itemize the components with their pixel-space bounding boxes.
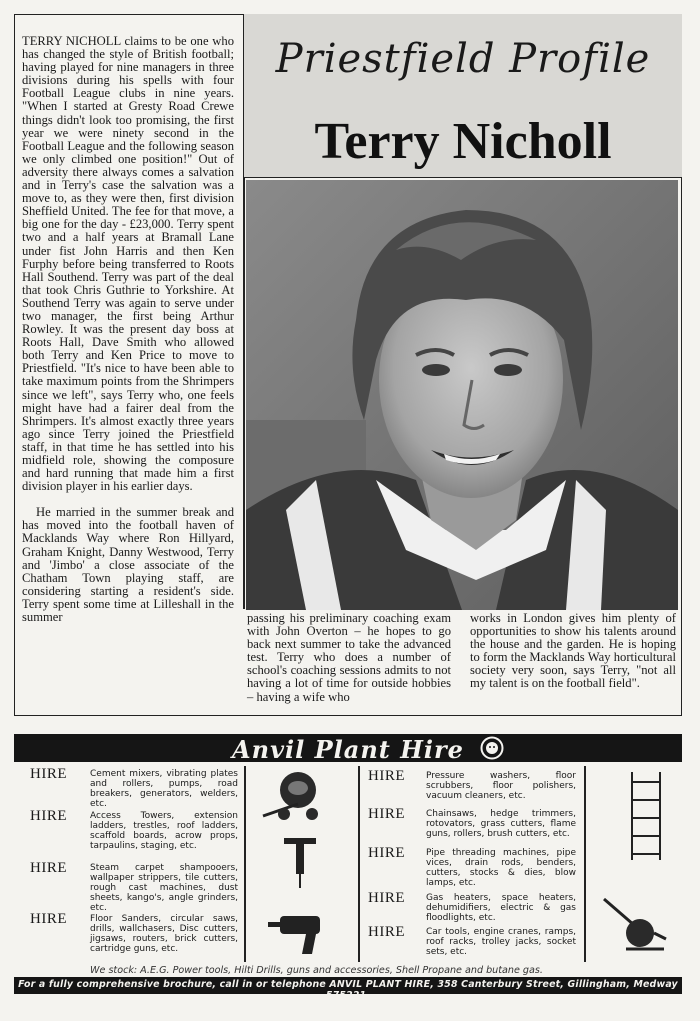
hire-label: HIRE [368, 924, 405, 940]
advert-divider [244, 766, 246, 962]
hire-item-description: Steam carpet shampooers, wallpaper strippers, tile cutters, rough cast machines, dust sheets, kango's, angle grinders, etc. [90, 863, 238, 913]
player-name-title: Terry Nicholl [314, 113, 612, 170]
advert-footer-text: For a fully comprehensive brochure, call in or telephone ANVIL PLANT HIRE, 358 Canterbury Street, Gillingham, Medway 575221. [18, 979, 678, 1001]
advert-title-bar [14, 734, 682, 762]
hire-label: HIRE [368, 806, 405, 822]
advert-divider [584, 766, 586, 962]
hire-label: HIRE [368, 768, 405, 784]
advert-footer-bar [14, 977, 682, 1001]
hire-item-description: Floor Sanders, circular saws, drills, wallchasers, Disc cutters, jigsaws, routers, brick cutters, cartridge guns, etc. [90, 914, 238, 954]
profile-header [244, 14, 682, 178]
ladder-icon [626, 770, 666, 862]
advert-divider [358, 766, 360, 962]
stock-line: We stock: A.E.G. Power tools, Hilti Drills, guns and accessories, Shell Propane and butane gas. [90, 965, 543, 976]
hire-item-description: Pipe threading machines, pipe vices, drain rods, benders, cutters, stocks & dies, blow lamps, etc. [426, 848, 576, 888]
section-title: Priestfield Profile [275, 36, 651, 82]
article-column-1 [22, 35, 234, 624]
hire-item-description: Cement mixers, vibrating plates and rollers, pumps, road breakers, generators, welders, etc. [90, 769, 238, 809]
article-paragraph: passing his preliminary coaching exam with John Overton – he hopes to go back next summer to take the advanced test. Terry who does a number of school's coaching sessions admits to not having a lot of time for outside hobbies – having a wife who [247, 611, 451, 704]
road-breaker-icon [280, 834, 320, 890]
power-drill-icon [266, 908, 330, 956]
article-paragraph: TERRY NICHOLL claims to be one who has changed the style of British football; having played for nine managers in three divisions during his spells with four Football League clubs in nine years. "When I started at Gresty Road Crewe things didn't look too promising, the first year we were ninety second in the Football League and the following season we only climbed one position!" Out of adversity there always comes a salvation and in Terry's case the salvation was a move to, as they were then, first division Sheffield United. The fee for that move, a big one for the day - £23,000. Terry spent two and a half years at Bramall Lane under fist John Harris and then Ken Furphy before being transferred to Roots Hall Southend. Terry was part of the deal that took Chris Guthrie to Yorkshire. At Southend Terry was again to serve under two manager, the first being Arthur Rowley. It was the present day boss at Roots Hall, Dave Smith who allowed both Terry and Ken Price to move to Priestfield. "It's nice to have been able to take maximum points from the Shrimpers since we left", says Terry who, one feels might have had a fairer deal from the Shrimpers. It's almost exactly three years ago since Terry joined the Priestfield staff, in that time he has settled into his midfield role, showing the composure and hard running that made him a first division player in his earlier days. [22, 34, 234, 494]
hire-item-description: Chainsaws, hedge trimmers, rotovators, grass cutters, flame guns, rollers, brush cutters, etc. [426, 809, 576, 839]
article-column-2 [247, 612, 451, 704]
hire-item-description: Access Towers, extension ladders, trestles, roof ladders, scaffold boards, acrow props, tarpaulins, staging, etc. [90, 811, 238, 851]
hire-label: HIRE [30, 911, 67, 927]
cement-mixer-icon [258, 768, 328, 824]
hire-item-description: Gas heaters, space heaters, dehumidifiers, electric & gas floodlights, etc. [426, 893, 576, 923]
player-portrait-photo [246, 180, 678, 610]
lion-logo-icon [480, 736, 504, 760]
hire-label: HIRE [368, 890, 405, 906]
hire-item-description: Pressure washers, floor scrubbers, floor polishers, vacuum cleaners, etc. [426, 771, 576, 801]
hire-item-description: Car tools, engine cranes, ramps, roof racks, trolley jacks, socket sets, etc. [426, 927, 576, 957]
advert-title: Anvil Plant Hire [232, 735, 464, 764]
article-column-3 [470, 612, 676, 691]
portrait-illustration [246, 180, 678, 610]
rotovator-icon [600, 895, 670, 953]
article-paragraph: works in London gives him plenty of opportunities to show his talents around the house and the garden. He is hoping to form the Macklands Way horticultural society very soon, says Terry, "not all my talent is on the football field". [470, 611, 676, 691]
hire-label: HIRE [30, 860, 67, 876]
hire-label: HIRE [30, 808, 67, 824]
article-paragraph: He married in the summer break and has moved into the football haven of Macklands Way where Ron Hillyard, Graham Knight, Danny Westwood, Terry and 'Jimbo' a close associate of the Chatham Town playing staff, are considering starting a resident's side. Terry spent some time at Lilleshall in the summer [22, 505, 234, 625]
hire-label: HIRE [368, 845, 405, 861]
hire-label: HIRE [30, 766, 67, 782]
